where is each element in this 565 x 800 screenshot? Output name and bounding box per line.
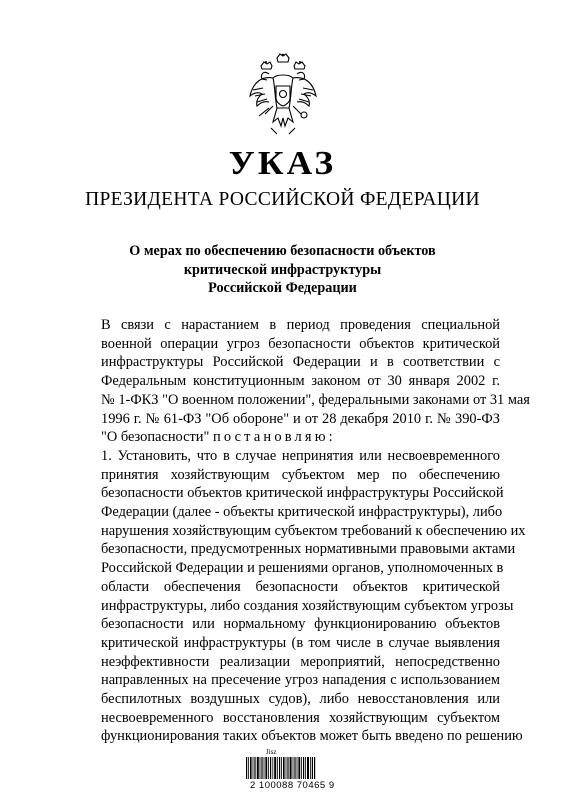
coat-of-arms-emblem [247,52,319,138]
text-line: Федерации (далее - объекты критической инфраструктуры), либо [101,504,503,521]
resolution-word: постановляю: [212,429,336,446]
text-line: области обеспечения безопасности объектов критической [101,578,500,595]
text-line: инфраструктуры, либо создания хозяйствующим субъектом угрозы [101,597,514,614]
text-line: инфраструктуры Российской Федерации и в соответствии с [101,354,500,371]
text-line: несвоевременного восстановления хозяйствующим субъектом [101,709,500,726]
text-line: направленных на пресечение угроз нападения с использованием [101,672,500,689]
text-line: безопасности, предусмотренных нормативными правовыми актами [101,541,516,558]
text-line: № 1-ФКЗ "О военном положении", федеральными законами от 31 мая [101,391,530,408]
document-title: УКАЗ [228,145,337,182]
heading-line: Российской Федерации [208,280,357,296]
text-line: военной операции угроз безопасности объектов критической [101,335,500,352]
decree-heading [60,242,505,298]
text-line: функционирования таких объектов может быть введено по решению [101,728,523,745]
text-line: 1996 г. № 61-ФЗ "Об обороне" и от 28 декабря 2010 г. № 390-ФЗ [101,410,500,427]
text-line: Российской Федерации и решениями органов, уполномоченных в [101,560,504,577]
paragraph-1 [66,447,526,746]
barcode-icon [246,757,316,779]
text-line: безопасности или нормальному функционированию объектов [101,616,500,633]
text-line: В связи с нарастанием в период проведения специальной [101,317,500,333]
barcode-mark: Jisz [266,748,277,756]
preamble-paragraph [66,316,530,447]
text-line: Федеральным конституционным законом от 30 января 2002 г. [101,373,500,390]
text-line: нарушения хозяйствующим субъектом требований к обеспечению их [101,522,526,539]
heading-line: критической инфраструктуры [183,261,382,278]
text-line: принятия хозяйствующим субъектом мер по обеспечению [101,466,500,483]
law-reference: "О безопасности" [101,429,213,446]
text-line: неэффективности реализации мероприятий, непосредственно [101,653,500,670]
text-line: беспилотных воздушных судов), либо невосстановления или [101,691,500,708]
decree-body [66,316,530,746]
text-line: безопасности объектов критической инфраструктуры Российской [101,485,504,502]
barcode-number: 2 100088 70465 9 [250,780,335,791]
heading-line: О мерах по обеспечению безопасности объектов [129,243,436,259]
text-line: критической инфраструктуры (в том числе в случае выявления [101,634,500,651]
text-line-last [66,428,500,447]
text-line: 1. Установить, что в случае непринятия или несвоевременного [101,447,500,464]
document-subtitle: ПРЕЗИДЕНТА РОССИЙСКОЙ ФЕДЕРАЦИИ [85,189,480,210]
